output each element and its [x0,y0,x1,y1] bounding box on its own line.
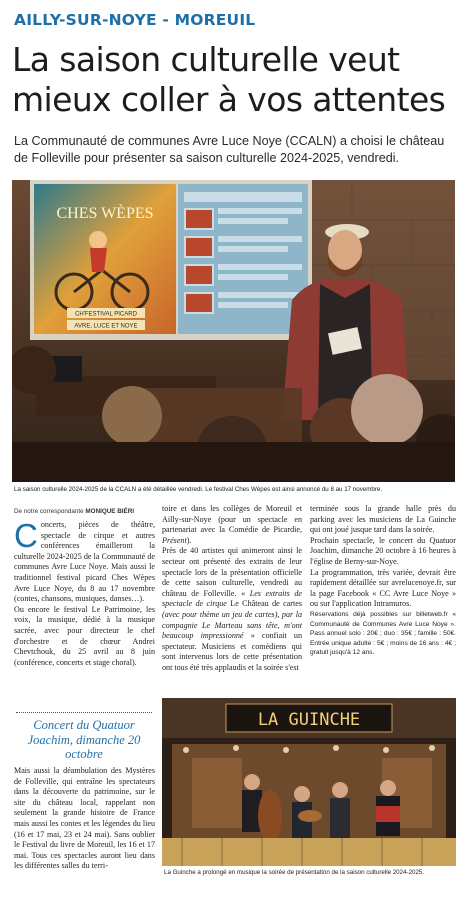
band-photo [162,698,456,866]
column-1-continued [14,766,155,872]
column-3 [310,504,456,658]
col2-text-italic-c: (avec pour thème un jeu de cartes), par la compagnie Le Marteau sans tête, m'ont beaucoup impressionné [162,609,302,641]
subheading: Concert du Quatuor Joachim, dimanche 20 octobre [27,718,141,761]
poster-title: CHES WÈPES [56,205,154,222]
event-photo-illustration [12,180,455,482]
lede: La Communauté de communes Avre Luce Noye (CCALN) a choisi le château de Folleville pour présenter sa saison culturelle 2024-2025, vendredi. [14,134,445,165]
poster-subtitle-2: AVRE, LUCE ET NOYE [74,323,138,330]
col1-paragraph-2: Ou encore le festival Le Patrimoine, les voix, la musique, dédié à la musique sacrée, avec pour directeur le chef d'orchestre et de chœur Andrei Chevtchouk, du 25 avril au 8 juin (conférence, concerts et stage choral). [14,604,155,667]
byline [14,508,134,515]
dropcap: C [14,517,38,554]
col1-paragraph-3: Mais aussi la déambulation des Mystères de Folleville, qui entraîne les spectateurs dans la découverte du patrimoine, sur le site du château local, rappelant non seulement la grande histoire de France mais aussi les contes et les légendes du lieu (16 et 17 mai, 23 et 24 mai). Sans oublier le Festival du livre de Moreuil, les 16 et 17 mai. Tous ces spectacles auront lieu dans les différentes salles du terri- [14,766,155,871]
col3-paragraph-3: La programmation, très variée, devrait être rapidement détaillée sur avrelucenoye.fr, sur la page Facebook « CC Avre Luce Noye » ou sur l'application Intramuros. [310,567,456,609]
col3-paragraph-2: Prochain spectacle, le concert du Quatuor Joachim, dimanche 20 octobre à 16 heures à l'église de Berny-sur-Noye. [310,535,456,566]
band-sign: LA GUINCHE [257,710,361,730]
headline: La saison culturelle veut mieux coller à vos attentes [12,40,446,119]
col2-text-d: Le Château de cartes [226,599,302,609]
byline-prefix: De notre correspondante [14,508,86,515]
band-photo-illustration [162,698,456,866]
column-2 [162,504,302,674]
col2-paragraph-1 [162,504,302,546]
column-1 [14,517,155,668]
col2-paragraph-2 [162,546,302,673]
col3-reservation-info: Réservations déjà possibles sur billetweb.fr « Communauté de Communes Avre Luce Noye ». Pass annuel solo : 20€ ; duo : 35€ ; famille : 50€. Entrée unique adulte : 5€ ; moins de 16 ans : 4€ ; gratuit jusqu'à 12 ans. [310,610,456,657]
col2-text-a: toire et dans les collèges de Moreuil et Ailly-sur-Noye (pour un spectacle en partenariat avec la Comédie de Picardie, [162,504,302,535]
col2-text-e: » confiait un spectateur. Musiciens et comédiens qui sont intervenus lors de cette présentation ont tous été très applaudis et la soirée s'est [162,631,302,672]
col1-paragraph-1: oncerts, pièces de théâtre, spectacle de cirque et autres conférences émailleront la culturelle 2024-2025 de la Communauté de communes Avre Luce Noye. Mais aussi le traditionnel festival picard Ches Wèpes Avre Luce Noye, du 8 au 17 novembre (contes, chansons, musiques, danses…). [14,520,155,604]
event-photo [12,180,455,482]
poster-subtitle-1: CH'FESTIVAL PICARD [75,311,137,318]
section-kicker: AILLY-SUR-NOYE - MOREUIL [14,11,256,29]
photo-caption: La saison culturelle 2024-2025 de la CCALN a été détaillée vendredi. Le festival Ches Wèpes est ainsi annoncé du 8 au 17 novembre. [14,486,383,493]
col2-text-italic-b: Les extraits de spectacle de cirque [162,588,302,609]
band-photo-caption: La Guinche a prolongé en musique la soirée de présentation de la saison culturelle 2024-2025. [164,869,425,876]
col2-text-b: ). [186,535,192,545]
separator [16,712,152,713]
col2-text-italic-a: Présent [162,535,187,545]
col2-text-c: Près de 40 artistes qui animeront ainsi le secteur ont présenté des extraits de leur spectacle lors de la présentation officielle de cette saison culturelle, vendredi au château de Folleville. « [162,546,302,598]
col3-paragraph-1: terminée sous la grande halle près du parking avec les musiciens de La Guinche qui ont joué jusque tard dans la soirée. [310,504,456,535]
byline-author: MONIQUE BIÉRI [85,508,135,515]
